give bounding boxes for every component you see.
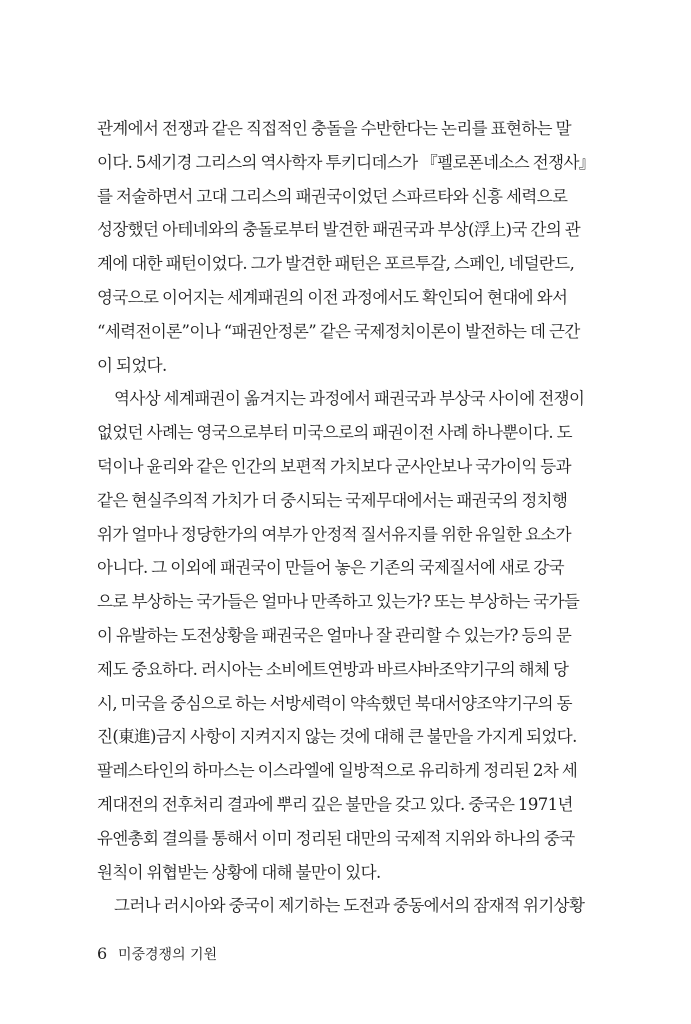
text-line: 이 유발하는 도전상황을 패권국은 얼마나 잘 관리할 수 있는가? 등의 문 [97, 625, 572, 645]
text-line: 계에 대한 패턴이었다. 그가 발견한 패턴은 포르투갈, 스페인, 네덜란드, [97, 254, 575, 274]
text-line: 성장했던 아테네와의 충돌로부터 발견한 패권국과 부상(浮上)국 간의 관 [97, 220, 581, 240]
text-line: 위가 얼마나 정당한가의 여부가 안정적 질서유지를 위한 유일한 요소가 [97, 524, 571, 544]
text-line: 제도 중요하다. 러시아는 소비에트연방과 바르샤바조약기구의 해체 당 [97, 659, 569, 679]
text-line: 를 저술하면서 고대 그리스의 패권국이었던 스파르타와 신흥 세력으로 [97, 186, 568, 206]
text-line: 관계에서 전쟁과 같은 직접적인 충돌을 수반한다는 논리를 표현하는 말 [97, 119, 571, 138]
text-line: 영국으로 이어지는 세계패권의 이전 과정에서도 확인되어 현대에 와서 [97, 287, 568, 307]
page-number: 6 [97, 944, 108, 963]
running-title: 미중경쟁의 기원 [117, 947, 218, 963]
paragraph-2 [97, 382, 597, 889]
text-line: 원칙이 위협받는 상황에 대해 불만이 있다. [97, 862, 381, 882]
text-line: 이다. 5세기경 그리스의 역사학자 투키디데스가 『펠로폰네소스 전쟁사』 [97, 152, 595, 172]
text-line: 없었던 사례는 영국으로부터 미국으로의 패권이전 사례 하나뿐이다. 도 [97, 423, 572, 443]
text-line: 덕이나 윤리와 같은 인간의 보편적 가치보다 군사안보나 국가이익 등과 [97, 456, 571, 476]
paragraph-1 [97, 112, 597, 382]
text-line: 으로 부상하는 국가들은 얼마나 만족하고 있는가? 또는 부상하는 국가들 [97, 592, 580, 612]
text-line: 진(東進)금지 사항이 지켜지지 않는 것에 대해 큰 불만을 가지게 되었다. [97, 727, 577, 747]
body-text [97, 112, 597, 923]
text-line: 그러나 러시아와 중국이 제기하는 도전과 중동에서의 잠재적 위기상황 [114, 896, 585, 916]
text-line: 아니다. 그 이외에 패권국이 만들어 놓은 기존의 국제질서에 새로 강국 [97, 558, 564, 578]
text-line: 시, 미국을 중심으로 하는 서방세력이 약속했던 북대서양조약기구의 동 [97, 693, 572, 713]
text-line: 이 되었다. [97, 355, 167, 375]
text-line: 팔레스타인의 하마스는 이스라엘에 일방적으로 유리하게 정리된 2차 세 [97, 761, 578, 781]
text-line: 계대전의 전후처리 결과에 뿌리 깊은 불만을 갖고 있다. 중국은 1971년 [97, 794, 573, 814]
text-line: “세력전이론”이나 “패권안정론” 같은 국제정치이론이 발전하는 데 근간 [97, 321, 580, 341]
text-line: 같은 현실주의적 가치가 더 중시되는 국제무대에서는 패권국의 정치행 [97, 490, 568, 510]
text-line: 유엔총회 결의를 통해서 이미 정리된 대만의 국제적 지위와 하나의 중국 [97, 828, 575, 848]
page-footer [97, 944, 217, 965]
paragraph-3 [97, 889, 597, 923]
text-line: 역사상 세계패권이 옮겨지는 과정에서 패권국과 부상국 사이에 전쟁이 [114, 389, 585, 409]
